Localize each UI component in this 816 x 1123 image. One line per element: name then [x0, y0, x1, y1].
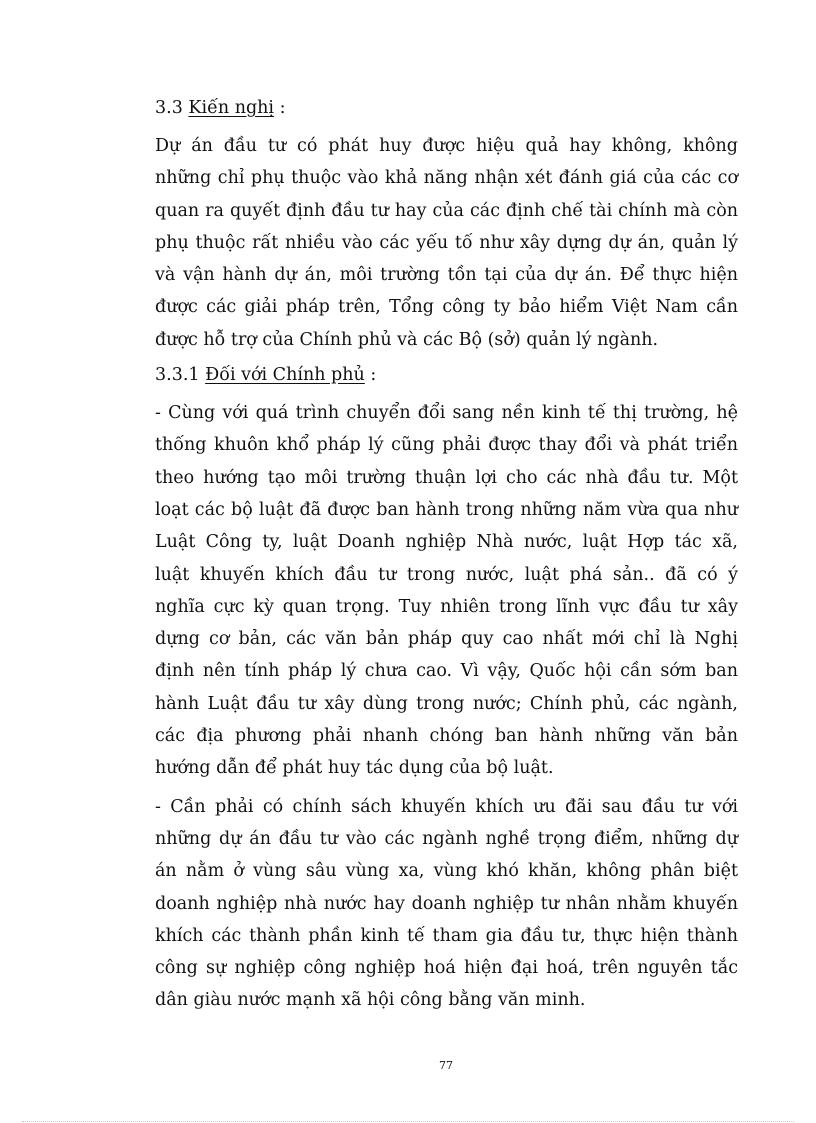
text-line: luật khuyến khích đầu tư trong nước, luật phá sản.. đã có ý — [155, 564, 738, 585]
paragraph-intro — [155, 130, 738, 356]
text-line: hướng dẫn để phát huy tác dụng của bộ luật. — [155, 758, 554, 779]
section-suffix: : — [274, 98, 286, 118]
text-line: công sự nghiệp công nghiệp hoá hiện đại hoá, trên nguyên tắc — [155, 958, 738, 979]
section-heading-3-3-1 — [155, 362, 738, 389]
text-line: định nên tính pháp lý chưa cao. Vì vậy, Quốc hội cần sớm ban — [155, 661, 738, 682]
text-line: loạt các bộ luật đã được ban hành trong những năm vừa qua như — [155, 499, 738, 520]
text-line: thống khuôn khổ pháp lý cũng phải được thay đổi và phát triển — [155, 435, 738, 456]
text-line: án nằm ở vùng sâu vùng xa, vùng khó khăn, không phân biệt — [155, 861, 738, 882]
paragraph-incentives — [155, 791, 738, 1017]
page-bottom-divider — [22, 1121, 794, 1122]
text-line: những dự án đầu tư vào các ngành nghề trọng điểm, những dự — [155, 828, 738, 849]
text-line: hành Luật đầu tư xây dùng trong nước; Chính phủ, các ngành, — [155, 693, 738, 714]
section-heading-3-3 — [155, 95, 738, 122]
text-line: - Cùng với quá trình chuyển đổi sang nền kinh tế thị trường, hệ — [155, 403, 738, 424]
text-line: các địa phương phải nhanh chóng ban hành những văn bản — [155, 726, 738, 747]
text-line: - Cần phải có chính sách khuyến khích ưu đãi sau đầu tư với — [155, 796, 738, 817]
text-line: Dự án đầu tư có phát huy được hiệu quả hay không, không — [155, 136, 738, 156]
text-line: và vận hành dự án, môi trường tồn tại của dự án. Để thực hiện — [155, 265, 738, 286]
text-line: quan ra quyết định đầu tư hay của các định chế tài chính mà còn — [155, 200, 738, 221]
subsection-suffix: : — [364, 365, 377, 386]
text-line: dân giàu nước mạnh xã hội công bằng văn minh. — [155, 990, 586, 1011]
text-line: những chỉ phụ thuộc vào khả năng nhận xét đánh giá của các cơ — [155, 168, 738, 189]
text-line: phụ thuộc rất nhiều vào các yếu tố như xây dựng dự án, quản lý — [155, 232, 738, 253]
text-line: được hỗ trợ của Chính phủ và các Bộ (sở) quản lý ngành. — [155, 329, 659, 350]
text-line: theo hướng tạo môi trường thuận lợi cho các nhà đầu tư. Một — [155, 467, 738, 488]
text-line: doanh nghiệp nhà nước hay doanh nghiệp tư nhân nhằm khuyến — [155, 893, 738, 914]
section-number: 3.3 — [155, 98, 183, 118]
section-title: Kiến nghị — [188, 98, 275, 118]
text-line: dựng cơ bản, các văn bản pháp quy cao nhất mới chỉ là Nghị — [155, 629, 738, 650]
paragraph-legal-framework — [155, 397, 738, 785]
subsection-title: Đối với Chính phủ — [205, 365, 365, 386]
text-line: được các giải pháp trên, Tổng công ty bảo hiểm Việt Nam cần — [155, 297, 738, 318]
subsection-number: 3.3.1 — [155, 365, 200, 386]
page-number: 77 — [439, 1059, 453, 1072]
text-line: khích các thành phần kinh tế tham gia đầu tư, thực hiện thành — [155, 925, 738, 946]
text-line: Luật Công ty, luật Doanh nghiệp Nhà nước, luật Hợp tác xã, — [155, 532, 738, 553]
text-line: nghĩa cực kỳ quan trọng. Tuy nhiên trong lĩnh vực đầu tư xây — [155, 596, 738, 617]
document-page — [155, 95, 738, 1023]
